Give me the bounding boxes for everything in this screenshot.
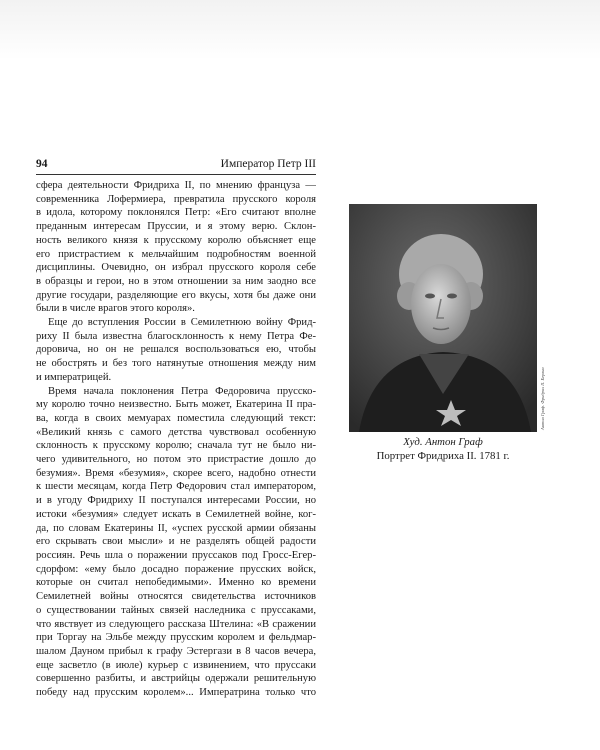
page-top-shading [0,0,600,60]
text-line: и императрицей. [36,371,112,383]
text-line: которые он считал непобедимыми». Именно ко времени [36,577,316,589]
figure-caption [349,435,537,463]
page-number: 94 [36,158,48,170]
text-line: му королю точно неизвестно. Быть может, Екатерина II пра- [36,399,316,411]
text-line: ва, когда в своих мемуарах поместила следующий текст: [36,412,316,424]
text-line: его скрывать свои мысли» и не разделять общей радости [36,536,316,548]
paragraph-start-line: Еще до вступления России в Семилетнюю войну Фрид- [48,317,316,329]
text-line: были в числе врагов этого короля». [36,303,195,315]
text-line: риху II была известна благосклонность к нему Петра Фе- [36,330,316,342]
text-line: шалом Дауном прибыл к графу Эстергази в 8 часов вечера, [36,645,316,657]
text-line: склонность к прусскому королю; сначала тут не было ни- [36,440,316,452]
text-line: сдорфом: «ему было досадно поражение прусских войск, [36,563,316,575]
text-line: да, по словам Екатерины II, «успех русской армии обязаны [36,522,316,534]
text-line: победу над прусским королем»... Императрина только что [36,687,316,699]
text-line: россиян. Речь шла о поражении пруссаков под Гросс-Егер- [36,549,316,561]
page-header [36,158,316,174]
text-line: в образцы и герои, но в этом отношении за ним заодно все [36,275,316,287]
text-line: о существовании тайных связей наследника с пруссаками, [36,604,316,616]
text-line: при Торгау на Эльбе между прусским королем и фельдмар- [36,632,316,644]
caption-title: Портрет Фридриха II. 1781 г. [376,450,510,462]
text-line: совершенно разбиты, и австрийцы одержали решительную [36,673,316,685]
text-line: Семилетней войны относятся свидетельства источников [36,591,316,603]
text-line: в идола, которому поклонялся Петр: «Его считают вполне [36,207,316,219]
text-line: дисциплины. Очевидно, он избрал прусского короля себе [36,262,316,274]
text-line: к шести месяцам, когда Петр Федорович стал императором, [36,481,316,493]
paragraph-start-line: Время начала поклонения Петра Федоровича прусско- [48,385,316,397]
text-line: сфера деятельности Фридриха II, по мнению француза — [36,180,316,191]
header-rule [36,174,316,175]
text-line: преданным интересам Пруссии, и я этому верю. Склон- [36,221,316,233]
text-line: его пристрастием к мельчайшим подробностям военной [36,248,316,260]
body-text [36,179,316,700]
image-credit: Антон Граф. Фридрих II. Берлин [540,367,545,430]
running-head: Император Петр III [220,158,316,170]
text-line: другие государи, разделяющие его вкусы, хотя бы даже они [36,289,316,301]
text-line: истоки «безумия» следует искать в Семилетней войне, ког- [36,508,316,520]
text-line: «Великий князь с самого детства чувствовал особенную [36,426,316,438]
text-line: ность великого князя к прусскому королю объясняет еще [36,234,316,246]
text-line: не обострять и без того натянутые отношения между ним [36,358,316,370]
text-line: современника Лофермиера, превратила прусского короля [36,193,316,205]
text-line: что явствует из следующего рассказа Штелина: «В сражении [36,618,316,630]
text-line: доровича, но он не решался воспользоваться ею, чтобы [36,344,316,356]
text-line: и в угоду Фридриху II поступался интересами России, но [36,495,316,507]
text-line: чего удивительного, но потом это пристрастие дошло до [36,454,316,466]
caption-artist: Худ. Антон Граф [403,436,483,448]
text-line: еще засветло (в июле) курьер с извинением, что пруссаки [36,659,316,671]
portrait-illustration [349,204,537,432]
text-line: безумия». Время «безумия», скорее всего, надобно отнести [36,467,316,479]
portrait-image [349,204,537,432]
